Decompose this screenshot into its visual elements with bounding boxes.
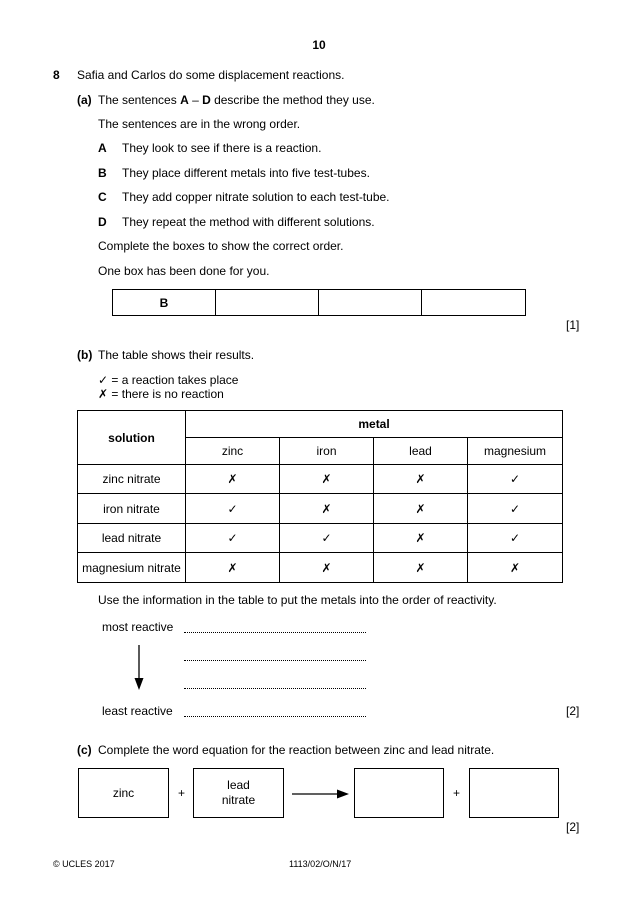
result-cell: ✓ bbox=[468, 524, 563, 553]
result-cell: ✗ bbox=[186, 553, 280, 583]
result-cell: ✗ bbox=[374, 465, 468, 494]
order-box-2[interactable] bbox=[215, 289, 319, 316]
page-number: 10 bbox=[312, 38, 326, 52]
result-cell: ✓ bbox=[186, 494, 280, 524]
order-boxes bbox=[112, 289, 526, 316]
question-intro: Safia and Carlos do some displacement reactions. bbox=[77, 68, 345, 82]
plus-sign: + bbox=[178, 786, 186, 800]
product-box-2[interactable] bbox=[469, 768, 559, 818]
part-a-label: (a) bbox=[77, 93, 92, 107]
copyright: © UCLES 2017 bbox=[53, 859, 115, 869]
order-box-3[interactable] bbox=[318, 289, 422, 316]
key-tick: ✓ = a reaction takes place bbox=[98, 373, 239, 387]
order-instruction: Complete the boxes to show the correct order. bbox=[98, 239, 344, 253]
answer-line-1[interactable] bbox=[184, 632, 366, 633]
most-reactive-label: most reactive bbox=[102, 620, 174, 634]
result-cell: ✗ bbox=[468, 553, 563, 583]
product-box-1[interactable] bbox=[354, 768, 444, 818]
result-cell: ✓ bbox=[468, 494, 563, 524]
table-row bbox=[78, 524, 563, 553]
answer-line-4[interactable] bbox=[184, 716, 366, 717]
solution-header: solution bbox=[78, 411, 186, 465]
column-header: iron bbox=[280, 438, 374, 465]
metal-header: metal bbox=[186, 411, 563, 438]
result-cell: ✗ bbox=[280, 553, 374, 583]
plus-sign: + bbox=[453, 786, 461, 800]
part-a-marks: [1] bbox=[566, 318, 580, 332]
result-cell: ✓ bbox=[280, 524, 374, 553]
reactant-zinc: zinc bbox=[112, 786, 135, 800]
answer-line-3[interactable] bbox=[184, 688, 366, 689]
key-cross: ✗ = there is no reaction bbox=[98, 387, 224, 401]
part-c-marks: [2] bbox=[566, 820, 580, 834]
paper-code: 1113/02/O/N/17 bbox=[289, 859, 352, 869]
sentence-letter: C bbox=[98, 190, 107, 204]
reactant-lead-nitrate-box bbox=[193, 768, 284, 818]
part-a-intro-after: describe the method they use. bbox=[210, 93, 375, 107]
part-a-intro-before: The sentences bbox=[98, 93, 181, 107]
reactant-nitrate: nitrate bbox=[221, 793, 256, 807]
reaction-arrow-icon bbox=[292, 788, 350, 800]
question-number: 8 bbox=[53, 68, 60, 82]
table-row bbox=[78, 553, 563, 583]
order-box-1: B bbox=[112, 289, 216, 316]
column-header: zinc bbox=[186, 438, 280, 465]
table-row bbox=[78, 494, 563, 524]
sentence-text: They look to see if there is a reaction. bbox=[122, 141, 322, 155]
result-cell: ✗ bbox=[374, 494, 468, 524]
part-a-intro bbox=[98, 93, 375, 107]
results-table bbox=[77, 410, 563, 583]
result-cell: ✗ bbox=[374, 553, 468, 583]
part-b-marks: [2] bbox=[566, 704, 580, 718]
solution-cell: lead nitrate bbox=[78, 524, 186, 553]
sentence-letter: B bbox=[98, 166, 107, 180]
solution-cell: zinc nitrate bbox=[78, 465, 186, 494]
column-header: lead bbox=[374, 438, 468, 465]
solution-cell: magnesium nitrate bbox=[78, 553, 186, 583]
result-cell: ✗ bbox=[280, 465, 374, 494]
reactant-zinc-box bbox=[78, 768, 169, 818]
sentence-text: They place different metals into five test-tubes. bbox=[122, 166, 370, 180]
result-cell: ✗ bbox=[280, 494, 374, 524]
result-cell: ✗ bbox=[374, 524, 468, 553]
example-instruction: One box has been done for you. bbox=[98, 264, 270, 278]
result-cell: ✓ bbox=[186, 524, 280, 553]
least-reactive-label: least reactive bbox=[102, 704, 173, 718]
answer-line-2[interactable] bbox=[184, 660, 366, 661]
part-a-intro-letter-a: A bbox=[180, 93, 189, 107]
column-header: magnesium bbox=[468, 438, 563, 465]
reactant-lead: lead bbox=[227, 778, 250, 792]
part-b-label: (b) bbox=[77, 348, 93, 362]
part-a-intro-dash: – bbox=[188, 93, 203, 107]
result-cell: ✓ bbox=[468, 465, 563, 494]
order-box-4[interactable] bbox=[421, 289, 526, 316]
reactivity-instruction: Use the information in the table to put the metals into the order of reactivity. bbox=[98, 593, 497, 607]
sentence-letter: A bbox=[98, 141, 107, 155]
sentence-text: They repeat the method with different solutions. bbox=[122, 215, 375, 229]
part-b-intro: The table shows their results. bbox=[98, 348, 255, 362]
part-c-label: (c) bbox=[77, 743, 92, 757]
result-cell: ✗ bbox=[186, 465, 280, 494]
part-c-instruction: Complete the word equation for the reaction between zinc and lead nitrate. bbox=[98, 743, 495, 757]
wrong-order-text: The sentences are in the wrong order. bbox=[98, 117, 301, 131]
sentence-letter: D bbox=[98, 215, 107, 229]
down-arrow-icon bbox=[132, 645, 146, 691]
part-a-intro-letter-d: D bbox=[202, 93, 211, 107]
table-row bbox=[78, 465, 563, 494]
solution-cell: iron nitrate bbox=[78, 494, 186, 524]
sentence-text: They add copper nitrate solution to each test-tube. bbox=[122, 190, 390, 204]
